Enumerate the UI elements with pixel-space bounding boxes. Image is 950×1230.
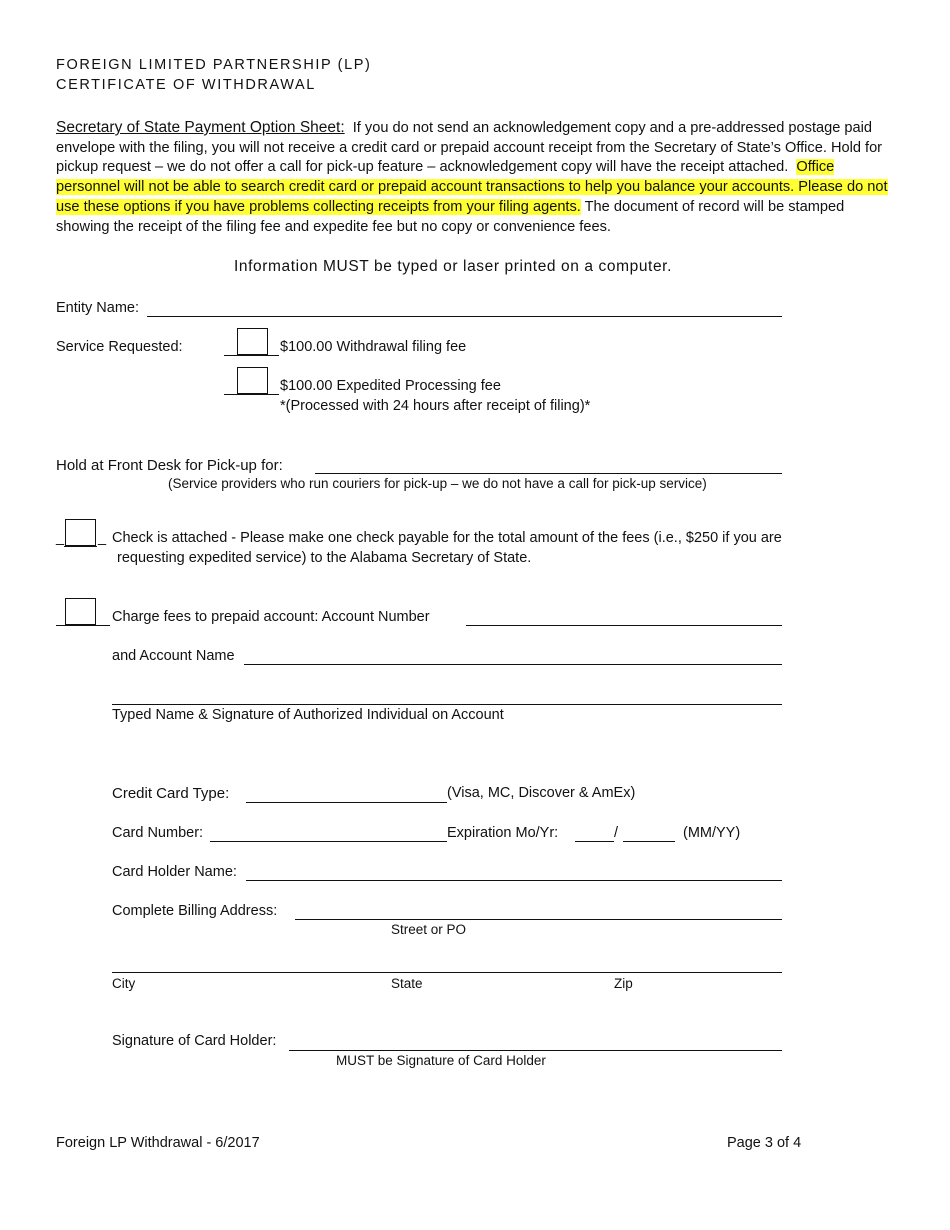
expiration-label: Expiration Mo/Yr:: [447, 825, 559, 841]
check-attached-checkbox[interactable]: [65, 519, 96, 546]
entity-name-label: Entity Name:: [56, 300, 139, 316]
state-caption: State: [391, 976, 423, 991]
account-name-label: and Account Name: [112, 648, 235, 664]
billing-address-label: Complete Billing Address:: [112, 903, 278, 919]
checkbox-underline: [224, 355, 279, 356]
card-type-hint: (Visa, MC, Discover & AmEx): [447, 785, 636, 801]
withdrawal-fee-label: $100.00 Withdrawal filing fee: [280, 339, 467, 355]
footer-form-id: Foreign LP Withdrawal - 6/2017: [56, 1135, 260, 1151]
service-requested-label: Service Requested:: [56, 339, 183, 355]
intro-text: If you do not send an acknowledgement copy and a pre-addressed postage paid envelope with the filing, you will not receive a credit card or prepaid account receipt from the Secretary of State’s Office. Hold for pickup request – we do not offer a call for pick-up feature – acknowledgement copy will have the receipt attached.: [56, 120, 883, 176]
prepaid-account-label: Charge fees to prepaid account: Account Number: [112, 609, 430, 625]
expiration-year-field[interactable]: [623, 841, 675, 842]
account-name-field[interactable]: [244, 664, 782, 665]
card-holder-signature-label: Signature of Card Holder:: [112, 1033, 277, 1049]
form-subtitle: CERTIFICATE OF WITHDRAWAL: [56, 77, 316, 93]
authorized-signature-caption: Typed Name & Signature of Authorized Individual on Account: [112, 707, 504, 723]
card-holder-label: Card Holder Name:: [112, 864, 237, 880]
payment-option-heading: Secretary of State Payment Option Sheet:: [56, 119, 345, 136]
prepaid-account-checkbox[interactable]: [65, 598, 96, 625]
street-caption: Street or PO: [391, 922, 467, 937]
card-holder-signature-caption: MUST be Signature of Card Holder: [336, 1053, 546, 1068]
card-number-field[interactable]: [210, 841, 447, 842]
check-suffix: _: [98, 530, 107, 546]
expedited-fee-label: $100.00 Expedited Processing fee: [280, 378, 501, 394]
expiration-format-hint: (MM/YY): [683, 825, 741, 841]
highlighted-warning: Office personnel will not be able to search credit card or prepaid account transactions to help you balance your accounts. Please do not use these options if you have problems collecting receipts from your filing agents.: [56, 159, 888, 215]
checkbox-underline: [56, 625, 110, 626]
card-holder-field[interactable]: [246, 880, 782, 881]
billing-city-state-zip-field[interactable]: [112, 972, 782, 973]
card-type-label: Credit Card Type:: [112, 785, 230, 802]
expedited-fee-note: *(Processed with 24 hours after receipt of filing)*: [280, 398, 591, 414]
account-number-field[interactable]: [466, 625, 782, 626]
checkbox-underline: [224, 394, 279, 395]
authorized-signature-field[interactable]: [112, 704, 782, 705]
expiration-separator: /: [614, 825, 619, 841]
withdrawal-fee-checkbox[interactable]: [237, 328, 268, 355]
hold-pickup-label: Hold at Front Desk for Pick-up for:: [56, 457, 283, 474]
city-caption: City: [112, 976, 136, 991]
payment-option-instructions: [56, 118, 901, 237]
zip-caption: Zip: [614, 976, 633, 991]
billing-street-field[interactable]: [295, 919, 782, 920]
card-type-field[interactable]: [246, 802, 447, 803]
intro-text-2: The document of record will be stamped showing the receipt of the filing fee and expedite fee but no copy or convenience fees.: [56, 198, 845, 235]
card-number-label: Card Number:: [112, 825, 204, 841]
page-number: Page 3 of 4: [727, 1135, 802, 1151]
checkbox-underline: [64, 546, 97, 547]
typed-notice: Information MUST be typed or laser printed on a computer.: [234, 258, 672, 275]
check-attached-label: Check is attached - Please make one check payable for the total amount of the fees (i.e., $250 if you are: [112, 530, 782, 546]
hold-pickup-note: (Service providers who run couriers for pick-up – we do not have a call for pick-up service): [168, 476, 707, 491]
expedited-fee-checkbox[interactable]: [237, 367, 268, 394]
expiration-month-field[interactable]: [575, 841, 614, 842]
check-attached-label-2: requesting expedited service) to the Alabama Secretary of State.: [117, 550, 532, 566]
hold-pickup-field[interactable]: [315, 473, 782, 474]
entity-name-field[interactable]: [147, 316, 782, 317]
form-title: FOREIGN LIMITED PARTNERSHIP (LP): [56, 57, 372, 73]
check-prefix: _: [56, 530, 65, 546]
card-holder-signature-field[interactable]: [289, 1050, 782, 1051]
